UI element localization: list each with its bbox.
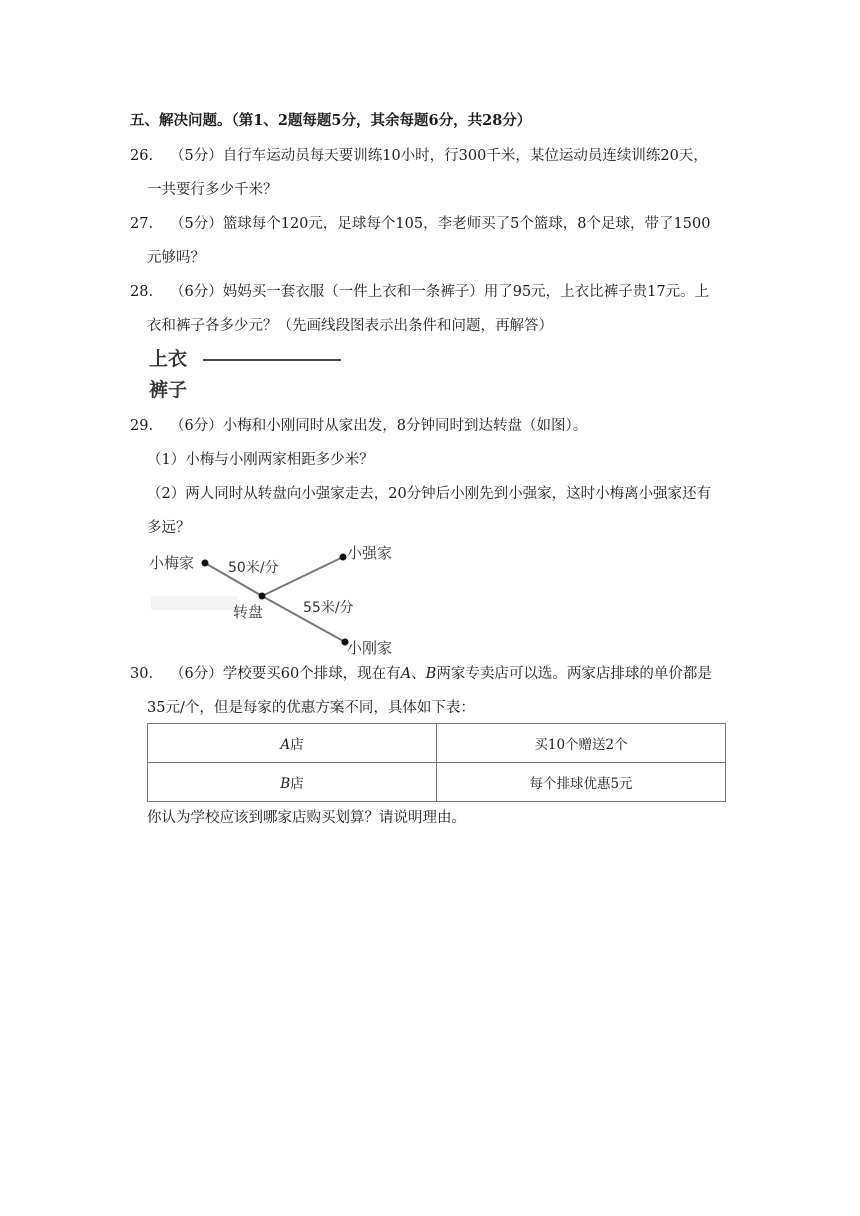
- question-number: 29.: [130, 418, 154, 434]
- question-number: 30.: [130, 666, 154, 682]
- shop-letter: B: [280, 776, 291, 792]
- question-text: （5分）自行车运动员每天要训练10小时，行300千米，某位运动员连续训练20天，: [170, 148, 708, 164]
- table-cell-offer: 每个排球优惠5元: [437, 763, 726, 802]
- question-29-sub-2-line-2: 多远？: [147, 520, 191, 536]
- label-speed-xiaomei: 50米/分: [228, 560, 279, 576]
- dot-xiaomei-home: [202, 560, 209, 567]
- label-top: 上衣: [149, 348, 188, 370]
- shop-a-letter: A: [400, 666, 412, 682]
- label-xiaoqiang-home: 小强家: [347, 544, 393, 562]
- question-26-line-1: [130, 146, 708, 166]
- question-30-line-2: 35元/个，但是每家的优惠方案不同，具体如下表：: [147, 700, 475, 716]
- question-number: 28.: [130, 284, 154, 300]
- label-bottom: 裤子: [149, 379, 188, 401]
- question-text: （6分）妈妈买一套衣服（一件上衣和一条裤子）用了95元，上衣比裤子贵17元。上: [170, 284, 710, 300]
- label-xiaogang-home: 小刚家: [347, 639, 393, 657]
- question-text-sep: 、: [411, 666, 426, 682]
- shop-suffix: 店: [290, 737, 304, 753]
- question-text-post: 两家专卖店可以选。两家店排球的单价都是: [436, 666, 712, 682]
- question-28-line-1: [130, 282, 709, 302]
- label-xiaomei-home: 小梅家: [149, 554, 195, 572]
- section-title: 五、解决问题。（第1、2题每题5分，其余每题6分，共28分）: [130, 112, 532, 129]
- question-29-sub-1: （1）小梅与小刚两家相距多少米？: [147, 452, 374, 468]
- segment-diagram-figure: [145, 343, 345, 405]
- label-speed-xiaogang: 55米/分: [303, 600, 354, 616]
- question-number: 27.: [130, 216, 154, 232]
- shop-letter: A: [280, 737, 291, 753]
- dot-xiaoqiang-home: [340, 554, 347, 561]
- shop-b-letter: B: [425, 666, 437, 682]
- question-27-line-1: [130, 214, 710, 234]
- question-30-line-1: [130, 664, 712, 684]
- question-text: （5分）篮球每个120元，足球每个105，李老师买了5个篮球，8个足球，带了1500: [170, 216, 711, 232]
- table-cell-shop: [148, 763, 437, 802]
- question-28-line-2: 衣和裤子各多少元？（先画线段图表示出条件和问题，再解答）: [147, 318, 553, 334]
- table-row: [148, 763, 726, 802]
- question-text: （6分）小梅和小刚同时从家出发，8分钟同时到达转盘（如图）。: [170, 418, 588, 434]
- question-29-sub-2-line-1: （2）两人同时从转盘向小强家走去，20分钟后小刚先到小强家，这时小梅离小强家还有: [147, 486, 712, 502]
- table-row: [148, 724, 726, 763]
- question-26-line-2: 一共要行多少千米？: [147, 182, 278, 198]
- table-cell-offer: 买10个赠送2个: [437, 724, 726, 763]
- question-text-pre: （6分）学校要买60个排球，现在有: [170, 666, 401, 682]
- faint-background-mark: [151, 596, 237, 610]
- question-29-line-1: [130, 416, 587, 436]
- dot-roundabout: [259, 593, 266, 600]
- question-number: 26.: [130, 148, 154, 164]
- route-diagram-figure: [145, 540, 405, 658]
- shop-suffix: 店: [290, 776, 304, 792]
- question-27-line-2: 元够吗？: [147, 250, 205, 266]
- discount-table: [147, 723, 726, 802]
- question-30-final: 你认为学校应该到哪家店购买划算？请说明理由。: [147, 810, 466, 826]
- label-roundabout: 转盘: [233, 603, 264, 621]
- table-cell-shop: [148, 724, 437, 763]
